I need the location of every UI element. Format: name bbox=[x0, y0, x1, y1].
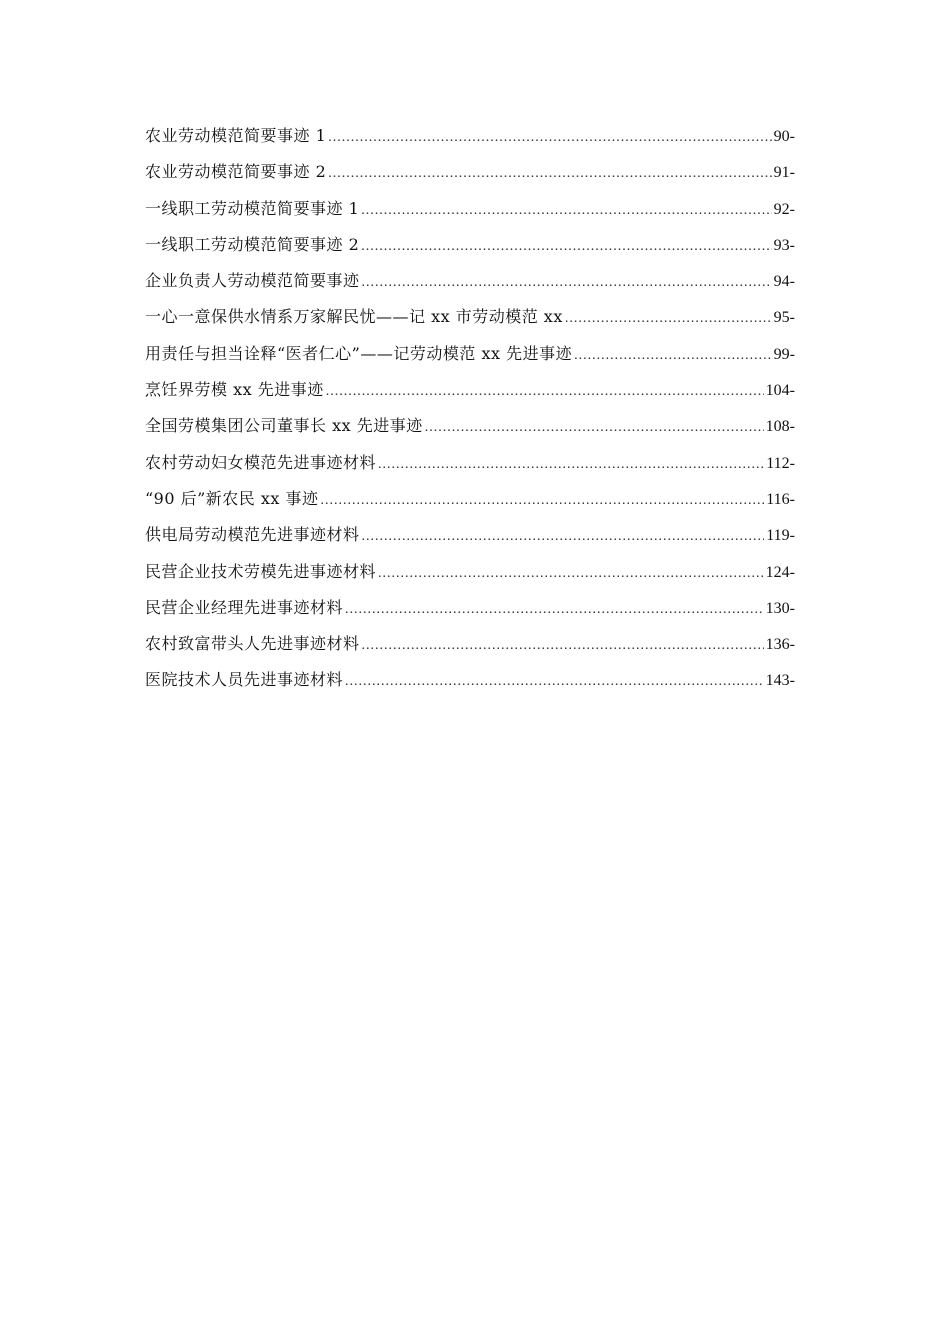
toc-entry[interactable] bbox=[145, 118, 795, 154]
toc-entry-page: 104- bbox=[765, 382, 795, 400]
toc-entry[interactable] bbox=[145, 590, 795, 626]
toc-dot-leader bbox=[362, 519, 765, 555]
toc-entry-title: 一线职工劳动模范简要事迹 1 bbox=[145, 198, 360, 218]
toc-entry-page: 90- bbox=[773, 128, 795, 145]
toc-entry-title: 民营企业技术劳模先进事迹材料 bbox=[145, 561, 377, 581]
toc-entry-page: 99- bbox=[773, 345, 795, 363]
toc-entry[interactable] bbox=[145, 408, 795, 444]
table-of-contents bbox=[145, 118, 795, 699]
toc-entry-title: 农业劳动模范简要事迹 1 bbox=[145, 126, 327, 145]
toc-entry-page: 93- bbox=[773, 236, 795, 254]
toc-entry-title: 企业负责人劳动模范简要事迹 bbox=[145, 271, 360, 291]
toc-dot-leader bbox=[328, 156, 771, 192]
toc-entry[interactable] bbox=[145, 227, 795, 263]
toc-entry-title: 一心一意保供水情系万家解民忧——记 xx 市劳动模范 xx bbox=[145, 307, 563, 327]
toc-dot-leader bbox=[328, 120, 771, 156]
toc-dot-leader bbox=[574, 338, 772, 374]
toc-entry-page: 119- bbox=[766, 527, 795, 545]
toc-entry-title: 供电局劳动模范先进事迹材料 bbox=[145, 525, 360, 545]
toc-entry[interactable] bbox=[145, 154, 795, 190]
toc-entry-page: 112- bbox=[766, 454, 795, 472]
toc-entry[interactable] bbox=[145, 299, 795, 335]
toc-entry[interactable] bbox=[145, 191, 795, 227]
toc-dot-leader bbox=[362, 628, 764, 664]
toc-entry-page: 136- bbox=[765, 636, 795, 654]
toc-entry-title: 农业劳动模范简要事迹 2 bbox=[145, 162, 327, 182]
toc-entry[interactable] bbox=[145, 626, 795, 662]
toc-entry-title: 一线职工劳动模范简要事迹 2 bbox=[145, 234, 360, 254]
toc-entry[interactable] bbox=[145, 263, 795, 299]
toc-entry[interactable] bbox=[145, 445, 795, 481]
toc-entry-page: 116- bbox=[766, 490, 795, 508]
toc-entry-title: “90 后”新农民 xx 事迹 bbox=[145, 488, 319, 508]
toc-dot-leader bbox=[565, 301, 772, 337]
toc-entry-title: 全国劳模集团公司董事长 xx 先进事迹 bbox=[145, 416, 423, 436]
toc-entry-title: 烹饪界劳模 xx 先进事迹 bbox=[145, 380, 324, 400]
toc-entry-page: 108- bbox=[765, 418, 795, 436]
toc-entry-title: 农村劳动妇女模范先进事迹材料 bbox=[145, 452, 377, 472]
toc-entry[interactable] bbox=[145, 517, 795, 553]
toc-entry[interactable] bbox=[145, 481, 795, 517]
toc-entry[interactable] bbox=[145, 554, 795, 590]
toc-dot-leader bbox=[425, 410, 764, 446]
toc-dot-leader bbox=[326, 374, 764, 410]
toc-entry[interactable] bbox=[145, 372, 795, 408]
toc-entry-page: 130- bbox=[765, 599, 795, 617]
toc-dot-leader bbox=[361, 229, 771, 265]
toc-entry-page: 143- bbox=[765, 672, 795, 690]
toc-entry-page: 92- bbox=[773, 200, 795, 218]
toc-entry-title: 医院技术人员先进事迹材料 bbox=[145, 670, 344, 690]
toc-entry-title: 民营企业经理先进事迹材料 bbox=[145, 597, 344, 617]
toc-entry[interactable] bbox=[145, 336, 795, 372]
toc-entry[interactable] bbox=[145, 662, 795, 698]
toc-dot-leader bbox=[321, 483, 765, 519]
toc-dot-leader bbox=[345, 664, 764, 700]
toc-dot-leader bbox=[378, 447, 764, 483]
toc-dot-leader bbox=[362, 265, 772, 301]
toc-entry-page: 91- bbox=[773, 164, 795, 182]
toc-entry-page: 94- bbox=[773, 273, 795, 291]
toc-dot-leader bbox=[345, 592, 764, 628]
toc-dot-leader bbox=[361, 193, 771, 229]
toc-entry-page: 95- bbox=[773, 309, 795, 327]
toc-entry-title: 用责任与担当诠释“医者仁心”——记劳动模范 xx 先进事迹 bbox=[145, 343, 573, 363]
toc-dot-leader bbox=[378, 556, 764, 592]
toc-entry-title: 农村致富带头人先进事迹材料 bbox=[145, 634, 360, 654]
toc-entry-page: 124- bbox=[765, 563, 795, 581]
